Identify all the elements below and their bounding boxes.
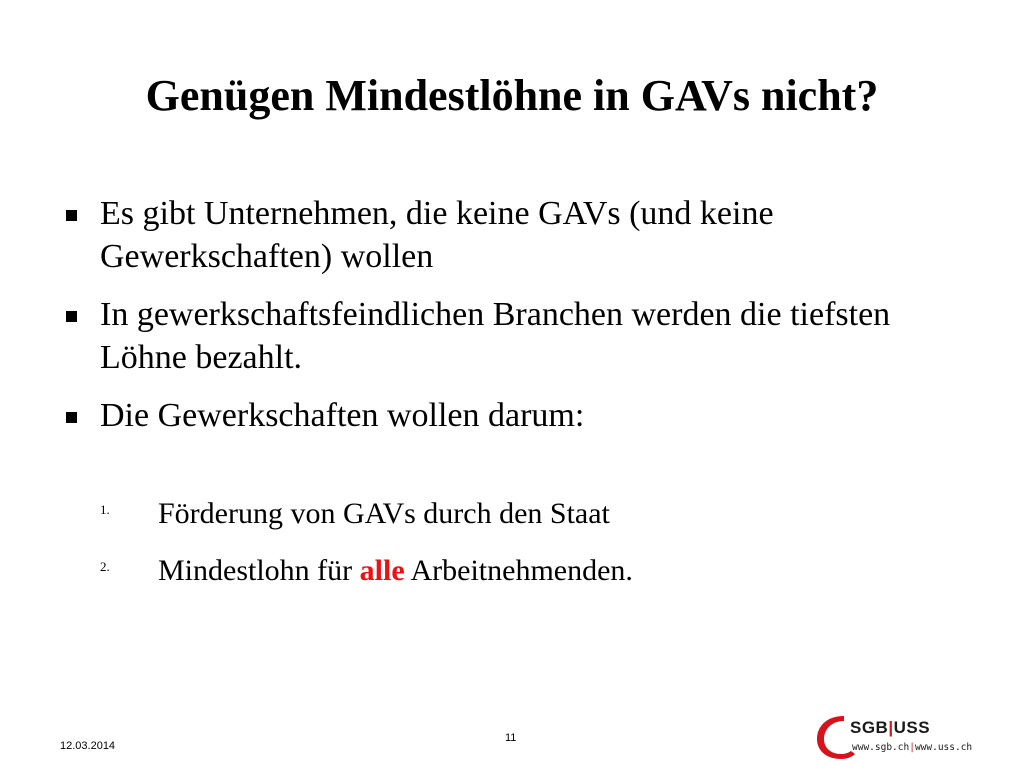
- numbered-item-text: Förderung von GAVs durch den Staat: [158, 497, 610, 530]
- slide-title: Genügen Mindestlöhne in GAVs nicht?: [145, 71, 879, 120]
- logo-url: [852, 742, 972, 753]
- numbered-item: [98, 494, 898, 534]
- page-number: 11: [505, 732, 517, 744]
- logo-separator: |: [888, 718, 894, 737]
- text-after-emphasis: Arbeitnehmenden.: [404, 554, 633, 587]
- numbered-item-text: [158, 554, 633, 587]
- emphasis-word: alle: [359, 554, 405, 587]
- bullet-item: [62, 192, 962, 278]
- bullet-item: [62, 394, 962, 437]
- numbered-item: [98, 551, 898, 591]
- logo-name-right: USS: [893, 718, 931, 737]
- footer-date: 12.03.2014: [60, 740, 116, 752]
- logo-name: [850, 718, 930, 738]
- logo-url-separator: |: [909, 742, 915, 753]
- square-bullet-icon: [66, 311, 77, 322]
- bullet-text: Die Gewerkschaften wollen darum:: [100, 397, 585, 434]
- item-number: 2.: [100, 559, 110, 574]
- logo-name-left: SGB: [850, 718, 889, 737]
- numbered-list: [98, 494, 898, 608]
- bullet-item: [62, 293, 962, 379]
- square-bullet-icon: [66, 412, 77, 423]
- bullet-text: In gewerkschaftsfeindlichen Branchen werden die tiefsten Löhne bezahlt.: [100, 296, 891, 376]
- logo-url-left: www.sgb.ch: [852, 742, 910, 753]
- square-bullet-icon: [66, 210, 77, 221]
- logo-url-right: www.uss.ch: [914, 742, 973, 753]
- bullet-text: Es gibt Unternehmen, die keine GAVs (und keine Gewerkschaften) wollen: [100, 195, 774, 275]
- bullet-list: [62, 192, 962, 452]
- text-before-emphasis: Mindestlohn für: [158, 554, 360, 587]
- item-number: 1.: [100, 502, 110, 517]
- sgb-uss-logo: [814, 712, 986, 762]
